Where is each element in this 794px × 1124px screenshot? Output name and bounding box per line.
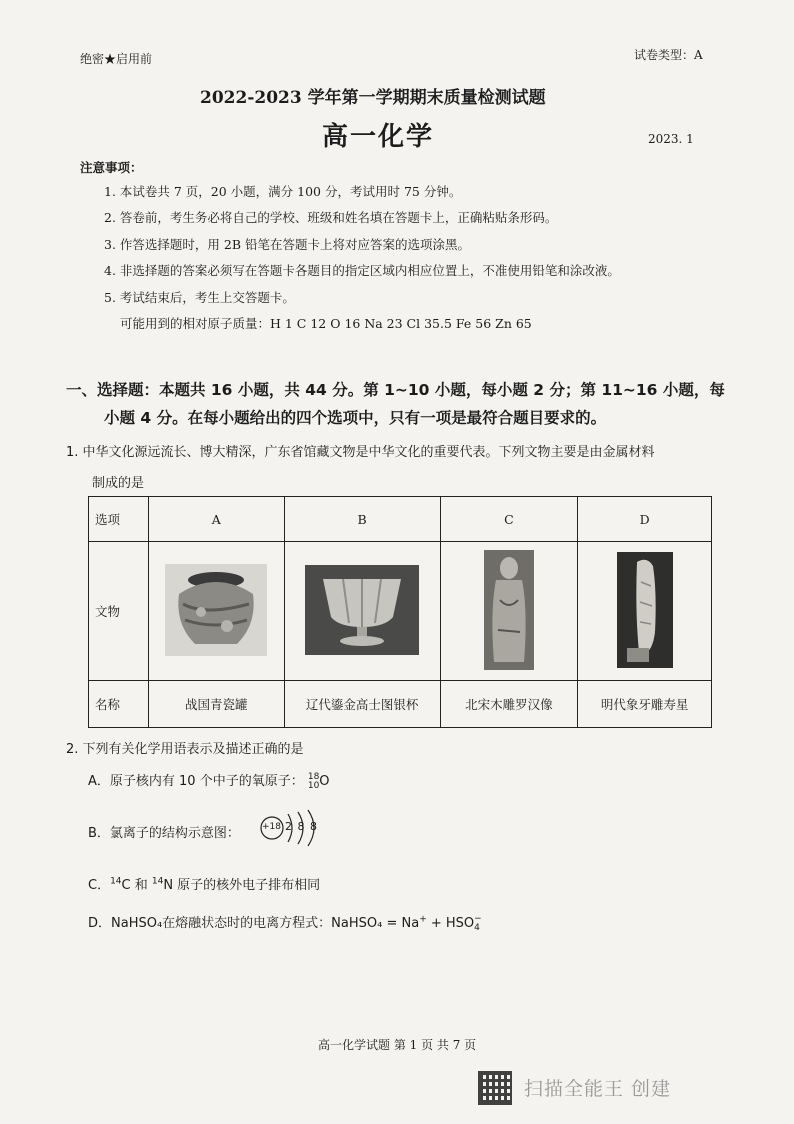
atomic-number: 10 xyxy=(307,780,320,791)
artifact-c-name: 北宋木雕罗汉像 xyxy=(440,681,578,728)
mass-number: 18 xyxy=(307,771,320,782)
question-1-stem-cont: 制成的是 xyxy=(92,476,145,491)
scanner-watermark: 扫描全能王 创建 xyxy=(524,1078,672,1100)
artifact-b-name: 辽代鎏金高士图银杯 xyxy=(284,681,440,728)
table-row-label: 文物 xyxy=(89,542,149,681)
option-d-header: D xyxy=(578,497,712,542)
option-d-text: D．NaHSO₄在熔融状态时的电离方程式：NaHSO₄ = Na xyxy=(88,916,420,931)
nitrogen-mass: 14 xyxy=(151,876,164,887)
exam-title: 2022-2023 学年第一学期期末质量检测试题 xyxy=(200,88,546,108)
artifact-b-image xyxy=(284,542,440,681)
option-d xyxy=(88,912,482,933)
notice-heading: 注意事项： xyxy=(80,160,143,175)
carbon-mass: 14 xyxy=(110,876,122,887)
option-c xyxy=(88,874,320,893)
option-b xyxy=(88,822,240,841)
section-heading: 一、选择题：本题共 16 小题，共 44 分。第 1~10 小题，每小题 2 分；第 11~16 小题，每 xyxy=(66,381,725,399)
notice-item: 5. 考试结束后，考生上交答题卡。 xyxy=(104,290,295,305)
charge-plus: + xyxy=(419,914,427,925)
notice-item: 3. 作答选择题时，用 2B 铅笔在答题卡上将对应答案的选项涂黑。 xyxy=(104,237,470,252)
option-b-text: B．氯离子的结构示意图： xyxy=(88,826,240,841)
exam-date: 2023. 1 xyxy=(648,132,694,146)
paper-type: 试卷类型：A xyxy=(634,48,703,62)
subscript-4: 4 xyxy=(474,922,480,933)
atomic-mass: 可能用到的相对原子质量：H 1 C 12 O 16 Na 23 Cl 35.5 Fe 56 Zn 65 xyxy=(120,316,532,331)
notice-item: 1. 本试卷共 7 页，20 小题，满分 100 分，考试用时 75 分钟。 xyxy=(104,184,462,199)
notice-item: 2. 答卷前，考生务必将自己的学校、班级和姓名填在答题卡上，正确粘贴条形码。 xyxy=(104,210,558,225)
qr-code-icon xyxy=(478,1071,512,1105)
option-b-header: B xyxy=(284,497,440,542)
secret-label: 绝密★启用前 xyxy=(80,52,153,66)
option-a-header: A xyxy=(148,497,284,542)
electron-shells: 2 8 8 xyxy=(285,820,317,833)
artifact-table xyxy=(88,496,712,728)
table-header-label: 选项 xyxy=(89,497,149,542)
artifact-a-name: 战国青瓷罐 xyxy=(148,681,284,728)
option-c-mid: C 和 xyxy=(121,878,152,893)
option-d-mid: + HSO xyxy=(426,916,475,931)
artifact-d-name: 明代象牙雕寿星 xyxy=(578,681,712,728)
option-a-text: A．原子核内有 10 个中子的氧原子： xyxy=(88,774,304,789)
question-1-stem: 1. 中华文化源远流长、博大精深，广东省馆藏文物是中华文化的重要代表。下列文物主要是由金属材料 xyxy=(66,445,655,460)
table-name-label: 名称 xyxy=(89,681,149,728)
artifact-d-image xyxy=(578,542,712,681)
option-c-prefix: C． xyxy=(88,878,111,893)
element-symbol: O xyxy=(319,774,330,789)
notice-item: 4. 非选择题的答案必须写在答题卡各题目的指定区域内相应位置上，不准使用铅笔和涂改液。 xyxy=(104,263,620,278)
option-a xyxy=(88,770,330,791)
nucleus-charge: +18 xyxy=(262,822,281,832)
question-2-stem: 2. 下列有关化学用语表示及描述正确的是 xyxy=(66,742,304,757)
page-footer: 高一化学试题 第 1 页 共 7 页 xyxy=(318,1038,477,1052)
option-c-header: C xyxy=(440,497,578,542)
artifact-a-image xyxy=(148,542,284,681)
subject-title: 高一化学 xyxy=(322,122,435,152)
option-c-text: N 原子的核外电子排布相同 xyxy=(163,878,321,893)
artifact-c-image xyxy=(440,542,578,681)
section-heading-cont: 小题 4 分。在每小题给出的四个选项中，只有一项是最符合题目要求的。 xyxy=(104,409,607,427)
ion-charge-stack xyxy=(474,915,482,933)
isotope-notation xyxy=(308,773,319,791)
charge-minus: − xyxy=(474,913,482,924)
